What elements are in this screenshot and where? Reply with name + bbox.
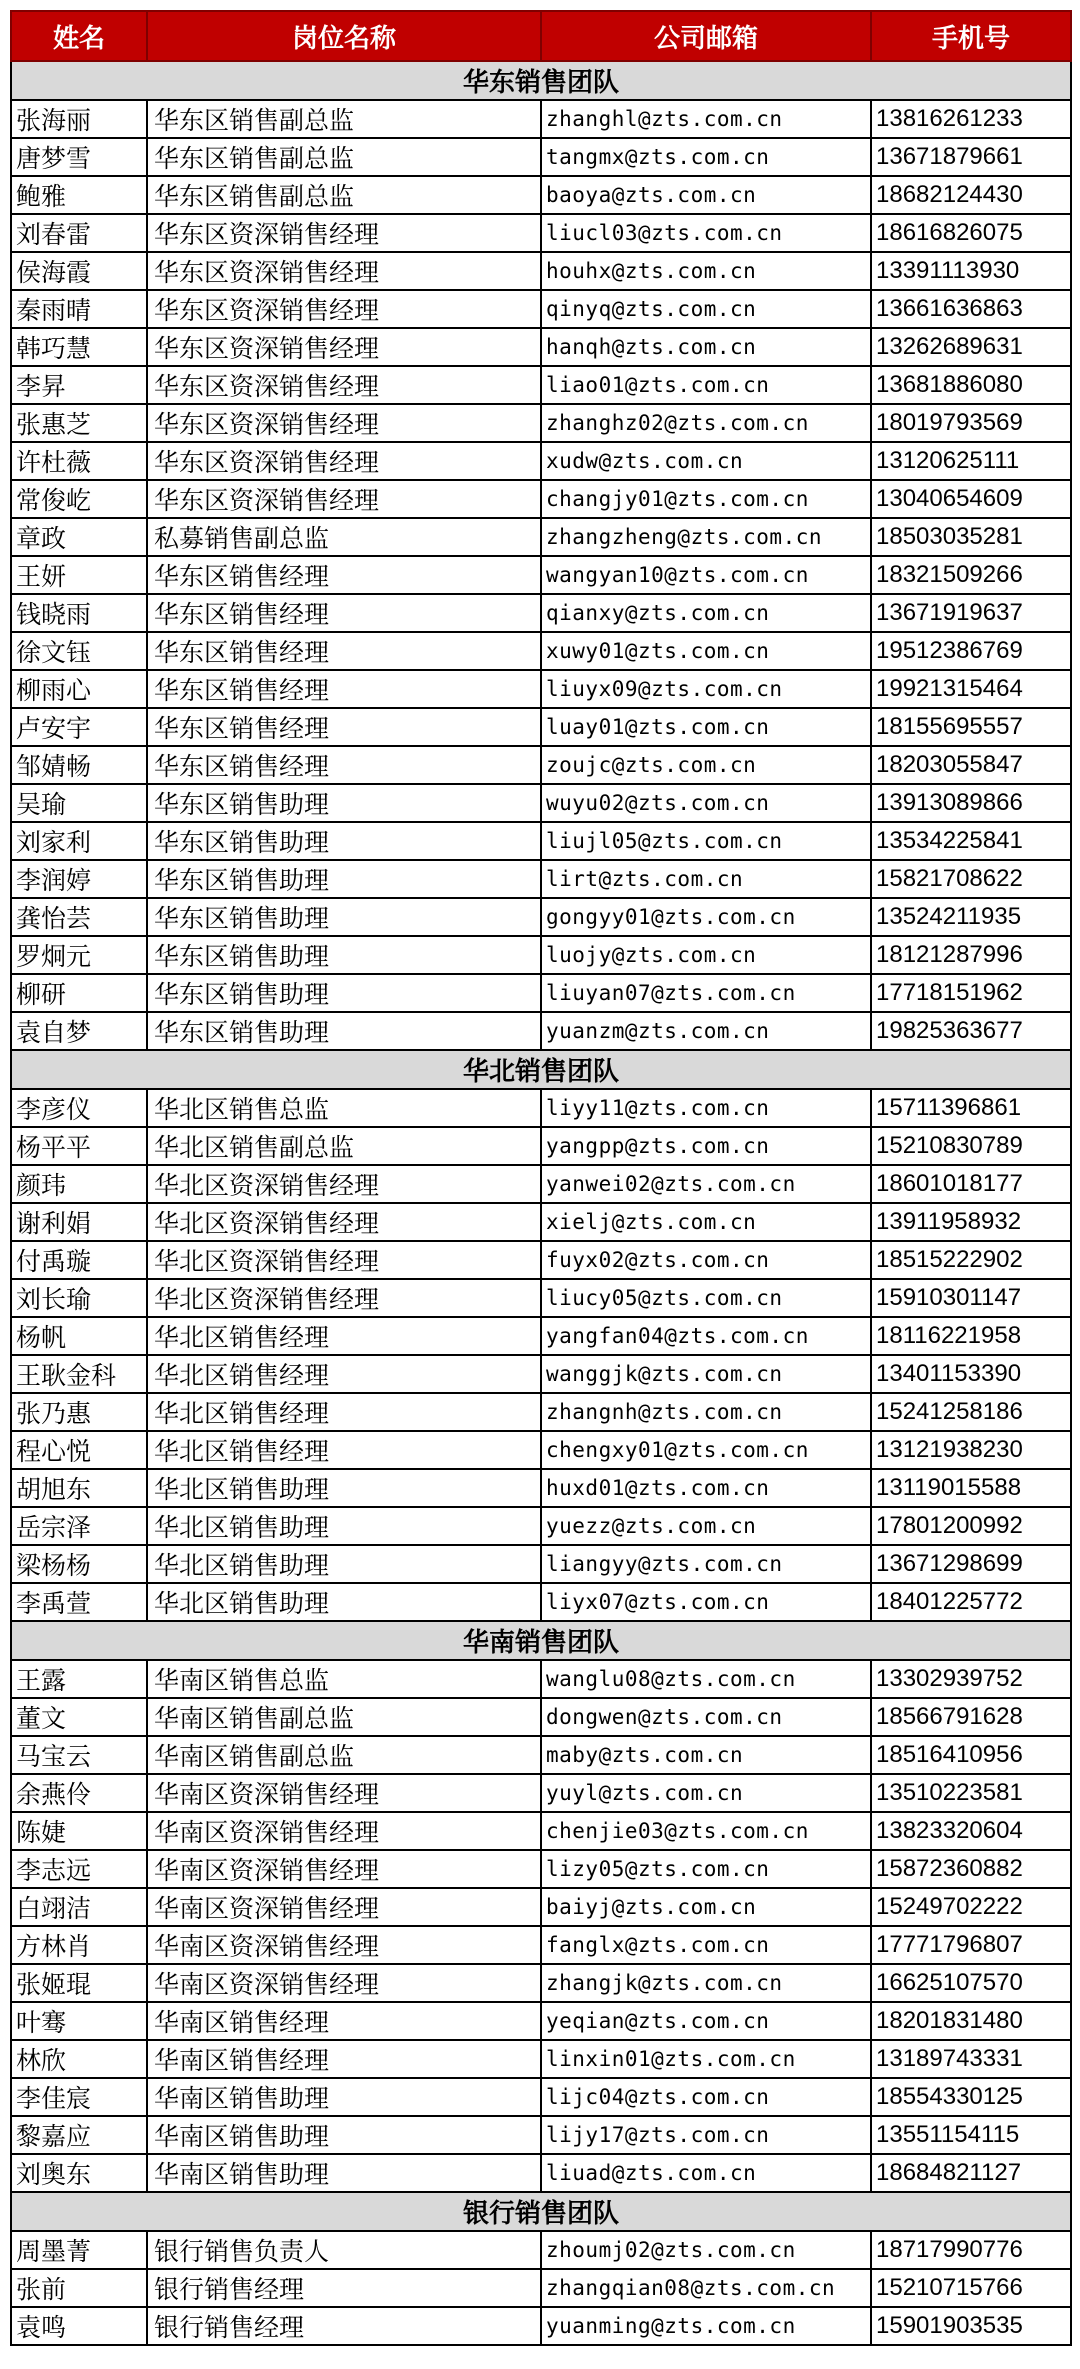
cell-title: 华东区资深销售经理 [147, 442, 541, 480]
cell-name: 程心悦 [11, 1431, 147, 1469]
cell-email: lizy05@zts.com.cn [541, 1850, 871, 1888]
table-row [11, 898, 1071, 936]
cell-title: 华东区销售经理 [147, 594, 541, 632]
cell-email: liyx07@zts.com.cn [541, 1583, 871, 1621]
cell-name: 龚怡芸 [11, 898, 147, 936]
cell-phone: 13119015588 [871, 1469, 1071, 1507]
cell-title: 华东区销售助理 [147, 822, 541, 860]
cell-email: zhoumj02@zts.com.cn [541, 2231, 871, 2269]
cell-title: 华东区资深销售经理 [147, 290, 541, 328]
cell-email: zhanghl@zts.com.cn [541, 100, 871, 138]
cell-name: 张惠芝 [11, 404, 147, 442]
cell-title: 私募销售副总监 [147, 518, 541, 556]
cell-email: chengxy01@zts.com.cn [541, 1431, 871, 1469]
cell-email: hanqh@zts.com.cn [541, 328, 871, 366]
cell-title: 华北区销售经理 [147, 1393, 541, 1431]
cell-name: 李彦仪 [11, 1089, 147, 1127]
cell-name: 岳宗泽 [11, 1507, 147, 1545]
contact-table [10, 10, 1072, 2346]
cell-name: 梁杨杨 [11, 1545, 147, 1583]
table-row [11, 1469, 1071, 1507]
cell-title: 华东区销售副总监 [147, 100, 541, 138]
cell-title: 华东区销售助理 [147, 898, 541, 936]
cell-title: 华北区资深销售经理 [147, 1165, 541, 1203]
header-email: 公司邮箱 [541, 11, 871, 61]
cell-email: yeqian@zts.com.cn [541, 2002, 871, 2040]
table-row [11, 1355, 1071, 1393]
cell-phone: 13120625111 [871, 442, 1071, 480]
cell-name: 余燕伶 [11, 1774, 147, 1812]
cell-title: 华北区销售经理 [147, 1317, 541, 1355]
cell-name: 李昇 [11, 366, 147, 404]
table-row [11, 442, 1071, 480]
cell-name: 柳雨心 [11, 670, 147, 708]
table-row [11, 936, 1071, 974]
section-row [11, 1621, 1071, 1660]
table-body [11, 61, 1071, 2345]
cell-email: houhx@zts.com.cn [541, 252, 871, 290]
cell-name: 李志远 [11, 1850, 147, 1888]
cell-name: 王耿金科 [11, 1355, 147, 1393]
cell-name: 常俊屹 [11, 480, 147, 518]
cell-name: 钱晓雨 [11, 594, 147, 632]
cell-title: 华东区销售副总监 [147, 176, 541, 214]
cell-phone: 18684821127 [871, 2154, 1071, 2192]
cell-email: yuezz@zts.com.cn [541, 1507, 871, 1545]
cell-title: 华南区销售副总监 [147, 1736, 541, 1774]
header-row [11, 11, 1071, 61]
cell-title: 华南区销售经理 [147, 2002, 541, 2040]
cell-email: zoujc@zts.com.cn [541, 746, 871, 784]
cell-phone: 15241258186 [871, 1393, 1071, 1431]
cell-name: 吴瑜 [11, 784, 147, 822]
cell-name: 罗炯元 [11, 936, 147, 974]
cell-phone: 13524211935 [871, 898, 1071, 936]
cell-name: 付禹璇 [11, 1241, 147, 1279]
cell-email: liucy05@zts.com.cn [541, 1279, 871, 1317]
cell-name: 林欣 [11, 2040, 147, 2078]
cell-name: 许杜薇 [11, 442, 147, 480]
cell-title: 华南区销售总监 [147, 1660, 541, 1698]
table-row [11, 1545, 1071, 1583]
cell-email: baiyj@zts.com.cn [541, 1888, 871, 1926]
cell-title: 银行销售经理 [147, 2269, 541, 2307]
cell-name: 马宝云 [11, 1736, 147, 1774]
cell-title: 华东区资深销售经理 [147, 480, 541, 518]
cell-email: xuwy01@zts.com.cn [541, 632, 871, 670]
cell-name: 李润婷 [11, 860, 147, 898]
cell-phone: 15210830789 [871, 1127, 1071, 1165]
cell-phone: 13823320604 [871, 1812, 1071, 1850]
cell-email: zhanghz02@zts.com.cn [541, 404, 871, 442]
cell-email: zhangnh@zts.com.cn [541, 1393, 871, 1431]
cell-title: 银行销售经理 [147, 2307, 541, 2345]
cell-name: 胡旭东 [11, 1469, 147, 1507]
cell-email: zhangqian08@zts.com.cn [541, 2269, 871, 2307]
table-row [11, 1926, 1071, 1964]
cell-title: 华东区销售经理 [147, 632, 541, 670]
table-row [11, 2116, 1071, 2154]
cell-email: yangfan04@zts.com.cn [541, 1317, 871, 1355]
cell-phone: 17771796807 [871, 1926, 1071, 1964]
table-row [11, 138, 1071, 176]
table-row [11, 1850, 1071, 1888]
table-row [11, 1660, 1071, 1698]
table-row [11, 670, 1071, 708]
cell-name: 袁自梦 [11, 1012, 147, 1050]
contact-sheet [10, 10, 1070, 2346]
table-row [11, 176, 1071, 214]
cell-email: fanglx@zts.com.cn [541, 1926, 871, 1964]
cell-name: 方林肖 [11, 1926, 147, 1964]
cell-email: wangyan10@zts.com.cn [541, 556, 871, 594]
cell-phone: 18503035281 [871, 518, 1071, 556]
cell-title: 华南区销售经理 [147, 2040, 541, 2078]
cell-title: 华南区销售助理 [147, 2116, 541, 2154]
cell-name: 刘奥东 [11, 2154, 147, 2192]
table-row [11, 1774, 1071, 1812]
cell-email: gongyy01@zts.com.cn [541, 898, 871, 936]
table-row [11, 1127, 1071, 1165]
table-row [11, 860, 1071, 898]
cell-title: 华东区销售副总监 [147, 138, 541, 176]
table-row [11, 1089, 1071, 1127]
cell-email: wanggjk@zts.com.cn [541, 1355, 871, 1393]
cell-title: 华北区销售助理 [147, 1507, 541, 1545]
cell-email: luay01@zts.com.cn [541, 708, 871, 746]
cell-title: 华南区资深销售经理 [147, 1774, 541, 1812]
table-row [11, 632, 1071, 670]
cell-email: liujl05@zts.com.cn [541, 822, 871, 860]
table-row [11, 784, 1071, 822]
cell-name: 鲍雅 [11, 176, 147, 214]
cell-phone: 13661636863 [871, 290, 1071, 328]
cell-name: 柳研 [11, 974, 147, 1012]
cell-name: 卢安宇 [11, 708, 147, 746]
cell-title: 华东区销售助理 [147, 936, 541, 974]
table-row [11, 1583, 1071, 1621]
table-row [11, 2078, 1071, 2116]
cell-email: qinyq@zts.com.cn [541, 290, 871, 328]
table-row [11, 404, 1071, 442]
cell-title: 华东区资深销售经理 [147, 214, 541, 252]
table-row [11, 2231, 1071, 2269]
cell-phone: 15910301147 [871, 1279, 1071, 1317]
table-row [11, 1012, 1071, 1050]
cell-title: 华东区资深销售经理 [147, 252, 541, 290]
cell-title: 华北区销售助理 [147, 1583, 541, 1621]
cell-title: 华北区销售副总监 [147, 1127, 541, 1165]
cell-phone: 15821708622 [871, 860, 1071, 898]
cell-email: lijy17@zts.com.cn [541, 2116, 871, 2154]
section-row [11, 1050, 1071, 1089]
cell-name: 刘家利 [11, 822, 147, 860]
cell-name: 袁鸣 [11, 2307, 147, 2345]
table-row [11, 1736, 1071, 1774]
cell-email: xudw@zts.com.cn [541, 442, 871, 480]
cell-phone: 17801200992 [871, 1507, 1071, 1545]
table-row [11, 1507, 1071, 1545]
cell-phone: 13671879661 [871, 138, 1071, 176]
cell-name: 张乃惠 [11, 1393, 147, 1431]
cell-name: 杨帆 [11, 1317, 147, 1355]
cell-email: liyy11@zts.com.cn [541, 1089, 871, 1127]
table-row [11, 708, 1071, 746]
table-row [11, 290, 1071, 328]
section-title: 银行销售团队 [11, 2192, 1071, 2231]
table-row [11, 252, 1071, 290]
cell-name: 叶骞 [11, 2002, 147, 2040]
cell-title: 华东区销售助理 [147, 1012, 541, 1050]
cell-title: 华东区销售助理 [147, 860, 541, 898]
cell-title: 华东区销售经理 [147, 670, 541, 708]
cell-phone: 15872360882 [871, 1850, 1071, 1888]
table-row [11, 2002, 1071, 2040]
table-row [11, 366, 1071, 404]
cell-phone: 13262689631 [871, 328, 1071, 366]
cell-phone: 18019793569 [871, 404, 1071, 442]
cell-email: liuyx09@zts.com.cn [541, 670, 871, 708]
cell-title: 华南区销售助理 [147, 2078, 541, 2116]
table-row [11, 1964, 1071, 2002]
cell-title: 华东区销售经理 [147, 746, 541, 784]
cell-title: 华北区资深销售经理 [147, 1279, 541, 1317]
cell-email: liangyy@zts.com.cn [541, 1545, 871, 1583]
cell-email: yangpp@zts.com.cn [541, 1127, 871, 1165]
cell-name: 韩巧慧 [11, 328, 147, 366]
cell-email: yuyl@zts.com.cn [541, 1774, 871, 1812]
cell-name: 谢利娟 [11, 1203, 147, 1241]
cell-email: liuad@zts.com.cn [541, 2154, 871, 2192]
cell-title: 华东区资深销售经理 [147, 328, 541, 366]
header-phone: 手机号 [871, 11, 1071, 61]
cell-title: 银行销售负责人 [147, 2231, 541, 2269]
table-row [11, 1431, 1071, 1469]
cell-phone: 17718151962 [871, 974, 1071, 1012]
cell-title: 华北区销售经理 [147, 1355, 541, 1393]
cell-phone: 16625107570 [871, 1964, 1071, 2002]
section-title: 华南销售团队 [11, 1621, 1071, 1660]
table-row [11, 1241, 1071, 1279]
cell-name: 秦雨晴 [11, 290, 147, 328]
table-row [11, 1279, 1071, 1317]
cell-phone: 13681886080 [871, 366, 1071, 404]
cell-email: baoya@zts.com.cn [541, 176, 871, 214]
cell-phone: 15210715766 [871, 2269, 1071, 2307]
cell-email: qianxy@zts.com.cn [541, 594, 871, 632]
cell-title: 华南区资深销售经理 [147, 1850, 541, 1888]
cell-title: 华南区资深销售经理 [147, 1926, 541, 1964]
cell-phone: 15901903535 [871, 2307, 1071, 2345]
cell-email: fuyx02@zts.com.cn [541, 1241, 871, 1279]
table-row [11, 518, 1071, 556]
cell-phone: 13302939752 [871, 1660, 1071, 1698]
cell-name: 章政 [11, 518, 147, 556]
cell-name: 张海丽 [11, 100, 147, 138]
cell-phone: 18616826075 [871, 214, 1071, 252]
table-row [11, 822, 1071, 860]
table-row [11, 2154, 1071, 2192]
table-row [11, 594, 1071, 632]
cell-phone: 13534225841 [871, 822, 1071, 860]
cell-phone: 19921315464 [871, 670, 1071, 708]
table-row [11, 1812, 1071, 1850]
cell-title: 华东区销售经理 [147, 556, 541, 594]
cell-name: 杨平平 [11, 1127, 147, 1165]
cell-phone: 18566791628 [871, 1698, 1071, 1736]
header-name: 姓名 [11, 11, 147, 61]
cell-email: huxd01@zts.com.cn [541, 1469, 871, 1507]
table-row [11, 328, 1071, 366]
cell-email: maby@zts.com.cn [541, 1736, 871, 1774]
cell-email: liao01@zts.com.cn [541, 366, 871, 404]
table-row [11, 1888, 1071, 1926]
cell-phone: 18116221958 [871, 1317, 1071, 1355]
table-row [11, 556, 1071, 594]
cell-phone: 13911958932 [871, 1203, 1071, 1241]
table-row [11, 746, 1071, 784]
cell-title: 华东区销售经理 [147, 708, 541, 746]
cell-phone: 13040654609 [871, 480, 1071, 518]
cell-title: 华东区资深销售经理 [147, 404, 541, 442]
cell-title: 华东区销售助理 [147, 784, 541, 822]
cell-name: 侯海霞 [11, 252, 147, 290]
cell-phone: 13913089866 [871, 784, 1071, 822]
cell-name: 唐梦雪 [11, 138, 147, 176]
section-row [11, 61, 1071, 100]
table-row [11, 2307, 1071, 2345]
cell-email: yanwei02@zts.com.cn [541, 1165, 871, 1203]
cell-phone: 13189743331 [871, 2040, 1071, 2078]
cell-phone: 13391113930 [871, 252, 1071, 290]
cell-title: 华南区资深销售经理 [147, 1812, 541, 1850]
cell-title: 华南区销售副总监 [147, 1698, 541, 1736]
header-title: 岗位名称 [147, 11, 541, 61]
table-row [11, 1165, 1071, 1203]
table-row [11, 1317, 1071, 1355]
cell-phone: 18554330125 [871, 2078, 1071, 2116]
table-row [11, 1393, 1071, 1431]
cell-email: changjy01@zts.com.cn [541, 480, 871, 518]
table-row [11, 1698, 1071, 1736]
cell-name: 黎嘉应 [11, 2116, 147, 2154]
cell-email: yuanzm@zts.com.cn [541, 1012, 871, 1050]
table-row [11, 2040, 1071, 2078]
cell-name: 徐文钰 [11, 632, 147, 670]
cell-email: zhangzheng@zts.com.cn [541, 518, 871, 556]
cell-title: 华东区销售助理 [147, 974, 541, 1012]
cell-name: 邹婧畅 [11, 746, 147, 784]
cell-phone: 13121938230 [871, 1431, 1071, 1469]
cell-email: xielj@zts.com.cn [541, 1203, 871, 1241]
cell-phone: 18682124430 [871, 176, 1071, 214]
cell-phone: 18515222902 [871, 1241, 1071, 1279]
table-row [11, 1203, 1071, 1241]
cell-phone: 18717990776 [871, 2231, 1071, 2269]
cell-phone: 18155695557 [871, 708, 1071, 746]
cell-name: 白翊洁 [11, 1888, 147, 1926]
cell-email: lirt@zts.com.cn [541, 860, 871, 898]
cell-name: 王妍 [11, 556, 147, 594]
section-title: 华东销售团队 [11, 61, 1071, 100]
cell-email: yuanming@zts.com.cn [541, 2307, 871, 2345]
cell-email: tangmx@zts.com.cn [541, 138, 871, 176]
cell-phone: 19825363677 [871, 1012, 1071, 1050]
cell-phone: 18201831480 [871, 2002, 1071, 2040]
cell-name: 张前 [11, 2269, 147, 2307]
cell-name: 刘长瑜 [11, 1279, 147, 1317]
cell-phone: 13816261233 [871, 100, 1071, 138]
cell-email: wuyu02@zts.com.cn [541, 784, 871, 822]
cell-phone: 13510223581 [871, 1774, 1071, 1812]
cell-name: 王露 [11, 1660, 147, 1698]
cell-phone: 18203055847 [871, 746, 1071, 784]
cell-email: lijc04@zts.com.cn [541, 2078, 871, 2116]
section-title: 华北销售团队 [11, 1050, 1071, 1089]
cell-email: wanglu08@zts.com.cn [541, 1660, 871, 1698]
cell-email: linxin01@zts.com.cn [541, 2040, 871, 2078]
cell-name: 陈婕 [11, 1812, 147, 1850]
cell-name: 李佳宸 [11, 2078, 147, 2116]
cell-phone: 13671298699 [871, 1545, 1071, 1583]
cell-title: 华南区销售助理 [147, 2154, 541, 2192]
cell-phone: 15249702222 [871, 1888, 1071, 1926]
cell-phone: 18321509266 [871, 556, 1071, 594]
cell-email: zhangjk@zts.com.cn [541, 1964, 871, 2002]
cell-phone: 13671919637 [871, 594, 1071, 632]
cell-title: 华北区销售助理 [147, 1545, 541, 1583]
cell-email: dongwen@zts.com.cn [541, 1698, 871, 1736]
cell-phone: 13551154115 [871, 2116, 1071, 2154]
table-row [11, 2269, 1071, 2307]
cell-phone: 18401225772 [871, 1583, 1071, 1621]
cell-title: 华北区资深销售经理 [147, 1241, 541, 1279]
cell-title: 华北区销售总监 [147, 1089, 541, 1127]
cell-phone: 13401153390 [871, 1355, 1071, 1393]
cell-name: 张姬琨 [11, 1964, 147, 2002]
cell-phone: 18121287996 [871, 936, 1071, 974]
cell-phone: 18516410956 [871, 1736, 1071, 1774]
cell-name: 颜玮 [11, 1165, 147, 1203]
cell-name: 周墨菁 [11, 2231, 147, 2269]
cell-email: liuyan07@zts.com.cn [541, 974, 871, 1012]
cell-name: 李禹萱 [11, 1583, 147, 1621]
cell-title: 华东区资深销售经理 [147, 366, 541, 404]
cell-email: liucl03@zts.com.cn [541, 214, 871, 252]
cell-phone: 19512386769 [871, 632, 1071, 670]
table-row [11, 974, 1071, 1012]
section-row [11, 2192, 1071, 2231]
cell-name: 董文 [11, 1698, 147, 1736]
cell-name: 刘春雷 [11, 214, 147, 252]
cell-email: luojy@zts.com.cn [541, 936, 871, 974]
cell-title: 华北区资深销售经理 [147, 1203, 541, 1241]
cell-title: 华北区销售助理 [147, 1469, 541, 1507]
table-row [11, 214, 1071, 252]
cell-phone: 18601018177 [871, 1165, 1071, 1203]
table-row [11, 100, 1071, 138]
table-row [11, 480, 1071, 518]
cell-title: 华北区销售经理 [147, 1431, 541, 1469]
cell-phone: 15711396861 [871, 1089, 1071, 1127]
cell-title: 华南区资深销售经理 [147, 1888, 541, 1926]
cell-email: chenjie03@zts.com.cn [541, 1812, 871, 1850]
cell-title: 华南区资深销售经理 [147, 1964, 541, 2002]
